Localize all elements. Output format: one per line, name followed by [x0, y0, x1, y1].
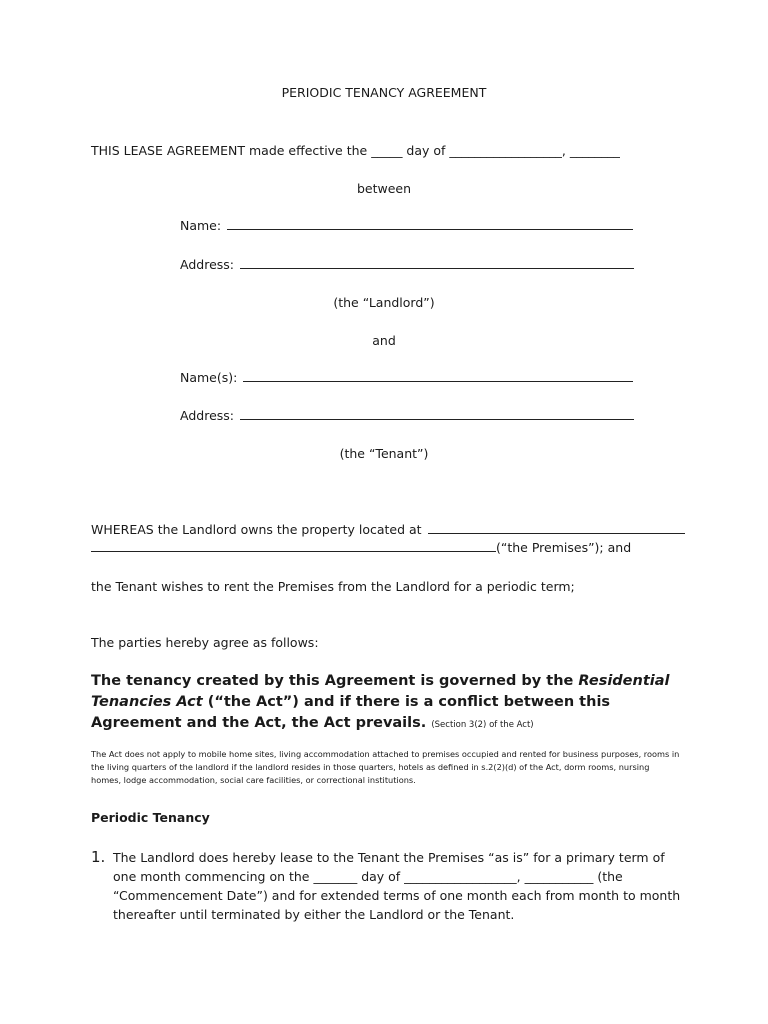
tenant-wishes-text: the Tenant wishes to rent the Premises from the Landlord for a periodic term; — [91, 579, 575, 594]
document-title: PERIODIC TENANCY AGREEMENT — [281, 85, 487, 100]
act-exclusions-note: The Act does not apply to mobile home sites, living accommodation attached to premises occupied and rented for business purposes, rooms in the living quarters of the landlord if the landlord resides in those quarters, hotels as defined in s.2(2)(d) of the Act, dorm rooms, nursing homes, lodge accommodation, social care facilities, or correctional institutions. — [91, 749, 680, 785]
premises-suffix: (“the Premises”); and — [496, 540, 632, 555]
property-location-field[interactable] — [428, 532, 685, 534]
governing-law-clause — [91, 671, 681, 736]
intro-line: THIS LEASE AGREEMENT made effective the _____ day of __________________, ________ — [91, 143, 620, 158]
landlord-address-label: Address: — [180, 257, 234, 272]
tenant-address-row — [180, 408, 634, 423]
landlord-name-row — [180, 218, 633, 233]
tenant-name-field[interactable] — [243, 380, 633, 382]
between-text: between — [356, 181, 412, 196]
landlord-name-field[interactable] — [227, 228, 633, 230]
tenant-address-field[interactable] — [240, 418, 634, 420]
tenant-role: (the “Tenant”) — [339, 446, 429, 461]
tenant-address-label: Address: — [180, 408, 234, 423]
governing-part2: (“the Act”) and if there is a conflict between this Agreement and the Act, the Act prevails. — [91, 694, 611, 731]
landlord-address-field[interactable] — [240, 267, 634, 269]
clause-1 — [91, 848, 691, 924]
governing-part1: The tenancy created by this Agreement is governed by the — [91, 673, 579, 689]
clause-1-number: 1. — [91, 848, 106, 866]
section-heading-periodic-tenancy: Periodic Tenancy — [91, 810, 210, 825]
act-name: Residential Tenancies Act — [91, 673, 670, 710]
landlord-role: (the “Landlord”) — [333, 295, 435, 310]
property-location-field-2[interactable] — [91, 550, 496, 552]
tenant-name-label: Name(s): — [180, 370, 238, 385]
landlord-address-row — [180, 257, 634, 272]
premises-row — [91, 540, 631, 555]
whereas-row — [91, 522, 685, 537]
whereas-text: WHEREAS the Landlord owns the property located at — [91, 522, 422, 537]
section-reference: (Section 3(2) of the Act) — [431, 720, 534, 730]
parties-agree-text: The parties hereby agree as follows: — [91, 635, 319, 650]
clause-1-text: The Landlord does hereby lease to the Tenant the Premises “as is” for a primary term of one month commencing on the _______ day of __________________, ___________ (the “Commencement Date”) and for extended terms of one month each from month to month thereafter until terminated by either the Landlord or the Tenant. — [113, 850, 681, 922]
and-text: and — [372, 333, 396, 348]
landlord-name-label: Name: — [180, 218, 222, 233]
tenant-name-row — [180, 370, 633, 385]
